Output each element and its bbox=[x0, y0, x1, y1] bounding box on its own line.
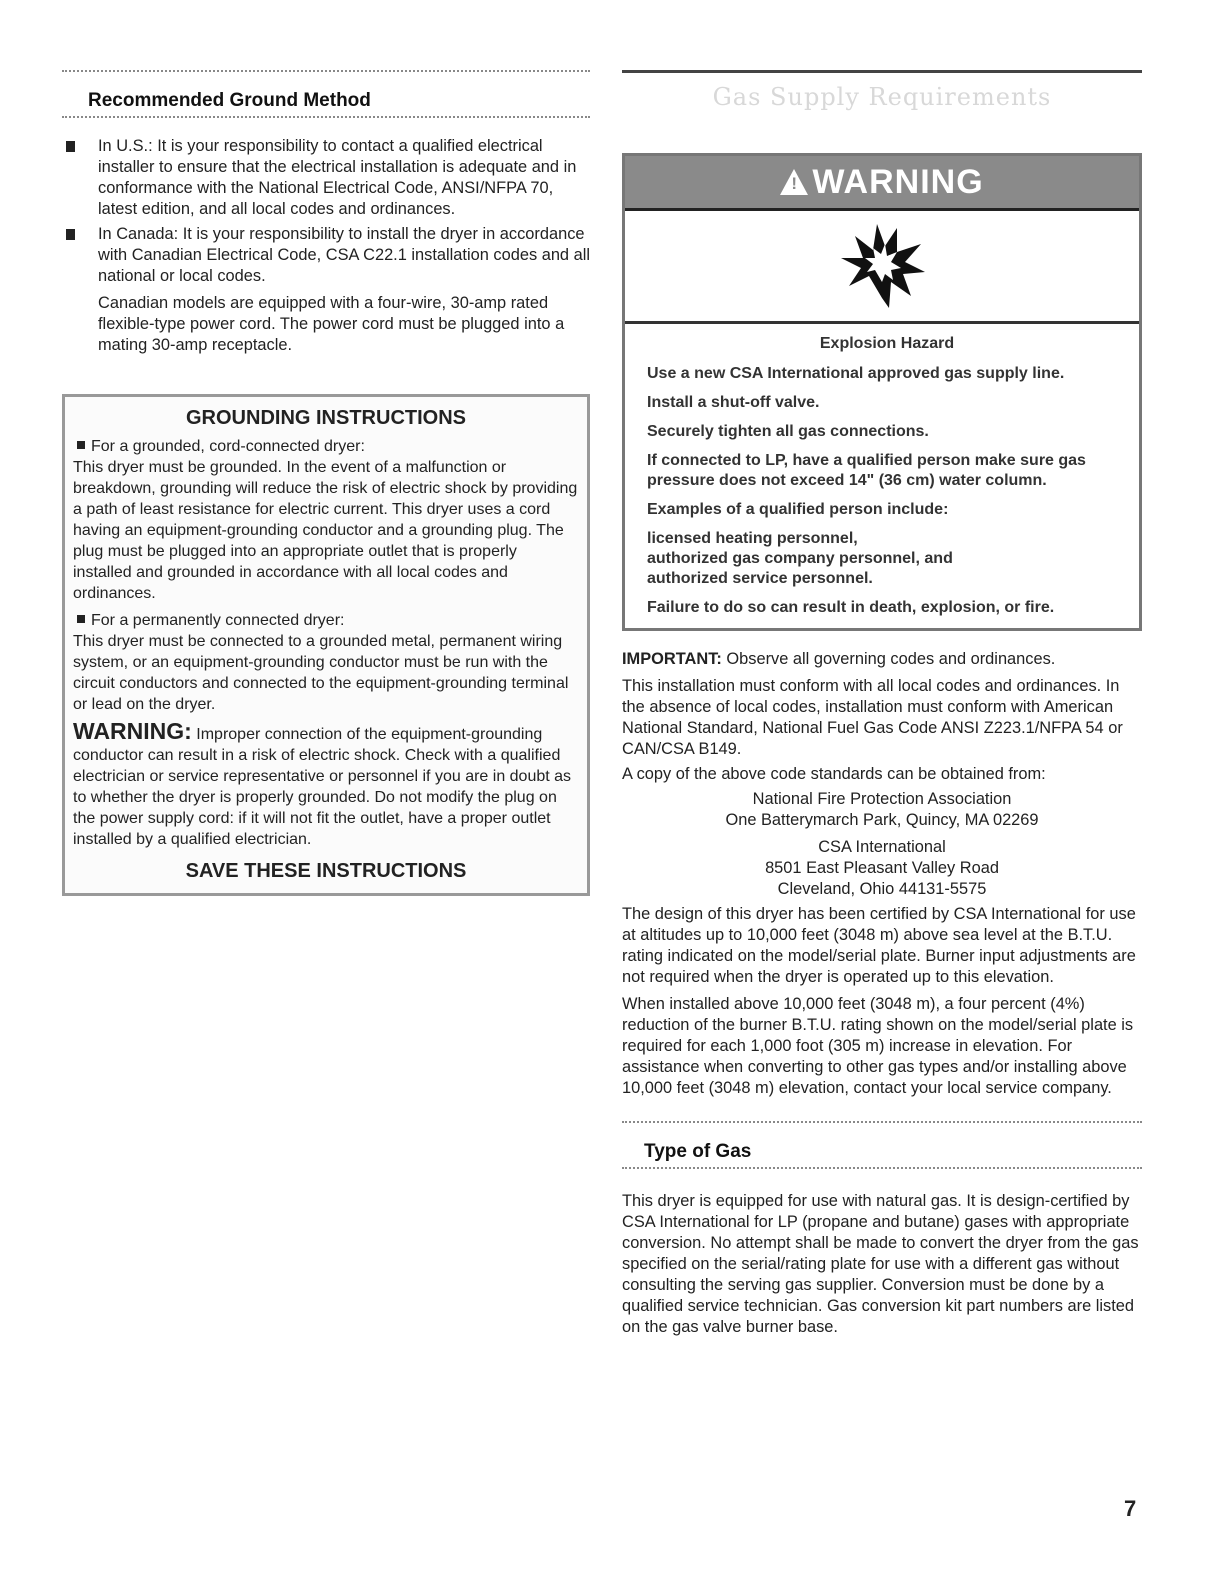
warning-banner bbox=[625, 156, 1139, 211]
bullet-text: In U.S.: It is your responsibility to contact a qualified electrical installer to ensure that the electrical installation is adequate and in conformance with the National Electrical Code, ANSI/NFPA 70, latest edition, and all local codes and ordinances. bbox=[98, 137, 577, 218]
grounding-item-head: For a grounded, cord-connected dryer: bbox=[91, 438, 365, 455]
address-nfpa bbox=[622, 789, 1142, 831]
section-title-type-of-gas: Type of Gas bbox=[644, 1141, 752, 1162]
bullet-square-icon bbox=[77, 615, 85, 623]
dotted-rule bbox=[62, 116, 590, 122]
grounding-item-permanent bbox=[73, 610, 579, 715]
bullet-text: In Canada: It is your responsibility to install the dryer in accordance with Canadian Electrical Code, CSA C22.1 installation codes and all national or local codes. bbox=[98, 225, 590, 285]
grounding-item-body: This dryer must be connected to a grounded metal, permanent wiring system, or an equipment-grounding conductor must be run with the circuit conductors and connected to the equipment-grounding terminal or lead on the dryer. bbox=[73, 633, 569, 713]
warning-line: Install a shut-off valve. bbox=[647, 394, 820, 411]
warning-triangle-icon: ! bbox=[780, 169, 808, 195]
warning-line: If connected to LP, have a qualified person make sure gas pressure does not exceed 14" (36 cm) water column. bbox=[647, 452, 1086, 489]
paragraph: This installation must conform with all local codes and ordinances. In the absence of local codes, installation must conform with American National Standard, National Fuel Gas Code ANSI Z223.1/NFPA 54 or CAN/CSA B149. bbox=[622, 677, 1123, 758]
warning-banner-label: WARNING bbox=[812, 162, 984, 201]
important-note bbox=[622, 649, 1142, 670]
important-text: Observe all governing codes and ordinances. bbox=[726, 650, 1056, 668]
warning-body: Improper connection of the equipment-grounding conductor can result in a risk of electric shock. Check with a qualified electrician or service representative or personnel if you are in doubt as to whether the dryer is properly grounded. Do not modify the plug on the power supply cord: if it will not fit the outlet, have a proper outlet installed by a qualified electrician. bbox=[73, 726, 572, 848]
warning-line: Use a new CSA International approved gas supply line. bbox=[647, 365, 1065, 382]
paragraph: This dryer is equipped for use with natural gas. It is design-certified by CSA International for LP (propane and butane) gases with appropriate conversion. No attempt shall be made to convert the dryer from the gas specified on the serial/rating plate for use with a different gas without consulting the serving gas supplier. Conversion must be done by a qualified service technician. Gas conversion kit part numbers are listed on the gas valve burner base. bbox=[622, 1192, 1139, 1336]
grounding-instructions-box bbox=[62, 394, 590, 896]
grounding-item-body: This dryer must be grounded. In the event of a malfunction or breakdown, grounding will reduce the risk of electric shock by providing a path of least resistance for electric current. This dryer uses a cord having an equipment-grounding conductor and a grounding plug. The plug must be plugged into an appropriate outlet that is properly installed and grounded in accordance with all local codes and ordinances. bbox=[73, 459, 578, 602]
address-line: CSA International bbox=[818, 838, 946, 856]
page-number: 7 bbox=[1124, 1496, 1137, 1521]
save-instructions: SAVE THESE INSTRUCTIONS bbox=[185, 860, 467, 882]
list-item bbox=[62, 224, 590, 287]
warning-line: authorized gas company personnel, and bbox=[647, 550, 953, 567]
bullet-square-icon bbox=[66, 229, 75, 240]
gas-body bbox=[622, 649, 1142, 1099]
address-line: Cleveland, Ohio 44131-5575 bbox=[777, 880, 987, 898]
left-column bbox=[62, 70, 590, 896]
warning-line: Failure to do so can result in death, explosion, or fire. bbox=[647, 599, 1055, 616]
warning-word: WARNING: bbox=[73, 718, 192, 744]
warning-line: Examples of a qualified person include: bbox=[647, 501, 949, 518]
section-title-gas-supply bbox=[622, 70, 1142, 153]
address-csa bbox=[622, 837, 1142, 900]
ground-bullets bbox=[62, 136, 590, 287]
paragraph: The design of this dryer has been certified by CSA International for use at altitudes up to 10,000 feet (3048 m) above sea level at the B.T.U. rating indicated on the model/serial plate. Burner input adjustments are not required when the dryer is operated up to this elevation. bbox=[622, 905, 1136, 986]
gas-supply-title: Gas Supply Requirements bbox=[712, 83, 1052, 111]
grounding-item-head: For a permanently connected dryer: bbox=[91, 612, 345, 629]
warning-text bbox=[625, 324, 1139, 628]
important-label: IMPORTANT: bbox=[622, 650, 722, 668]
section-title-ground-method: Recommended Ground Method bbox=[88, 90, 371, 111]
paragraph: A copy of the above code standards can be obtained from: bbox=[622, 765, 1046, 783]
dotted-rule bbox=[622, 1167, 1142, 1173]
warning-line: authorized service personnel. bbox=[647, 570, 873, 587]
grounding-item-cord bbox=[73, 436, 579, 604]
address-line: National Fire Protection Association bbox=[752, 790, 1012, 808]
type-of-gas-section bbox=[622, 1121, 1142, 1338]
canada-note: Canadian models are equipped with a four-wire, 30-amp rated flexible-type power cord. The power cord must be plugged into a mating 30-amp receptacle. bbox=[98, 294, 565, 354]
bullet-square-icon bbox=[77, 441, 85, 449]
paragraph: When installed above 10,000 feet (3048 m), a four percent (4%) reduction of the burner B.T.U. rating shown on the model/serial plate is required for each 1,000 foot (305 m) increase in elevation. For assistance when converting to other gas types and/or installing above 10,000 feet (3048 m) elevation, contact your local service company. bbox=[622, 995, 1134, 1097]
grounding-warning bbox=[73, 718, 579, 850]
warning-line: licensed heating personnel, bbox=[647, 530, 858, 547]
warning-line: Securely tighten all gas connections. bbox=[647, 423, 929, 440]
grounding-title: GROUNDING INSTRUCTIONS bbox=[186, 407, 466, 429]
address-line: 8501 East Pleasant Valley Road bbox=[765, 859, 999, 877]
bullet-square-icon bbox=[66, 141, 75, 152]
hazard-title: Explosion Hazard bbox=[819, 335, 955, 352]
explosion-icon bbox=[625, 211, 1139, 324]
explosion-warning-box bbox=[622, 153, 1142, 631]
right-column bbox=[622, 70, 1142, 1338]
address-line: One Batterymarch Park, Quincy, MA 02269 bbox=[725, 811, 1039, 829]
list-item bbox=[62, 136, 590, 220]
